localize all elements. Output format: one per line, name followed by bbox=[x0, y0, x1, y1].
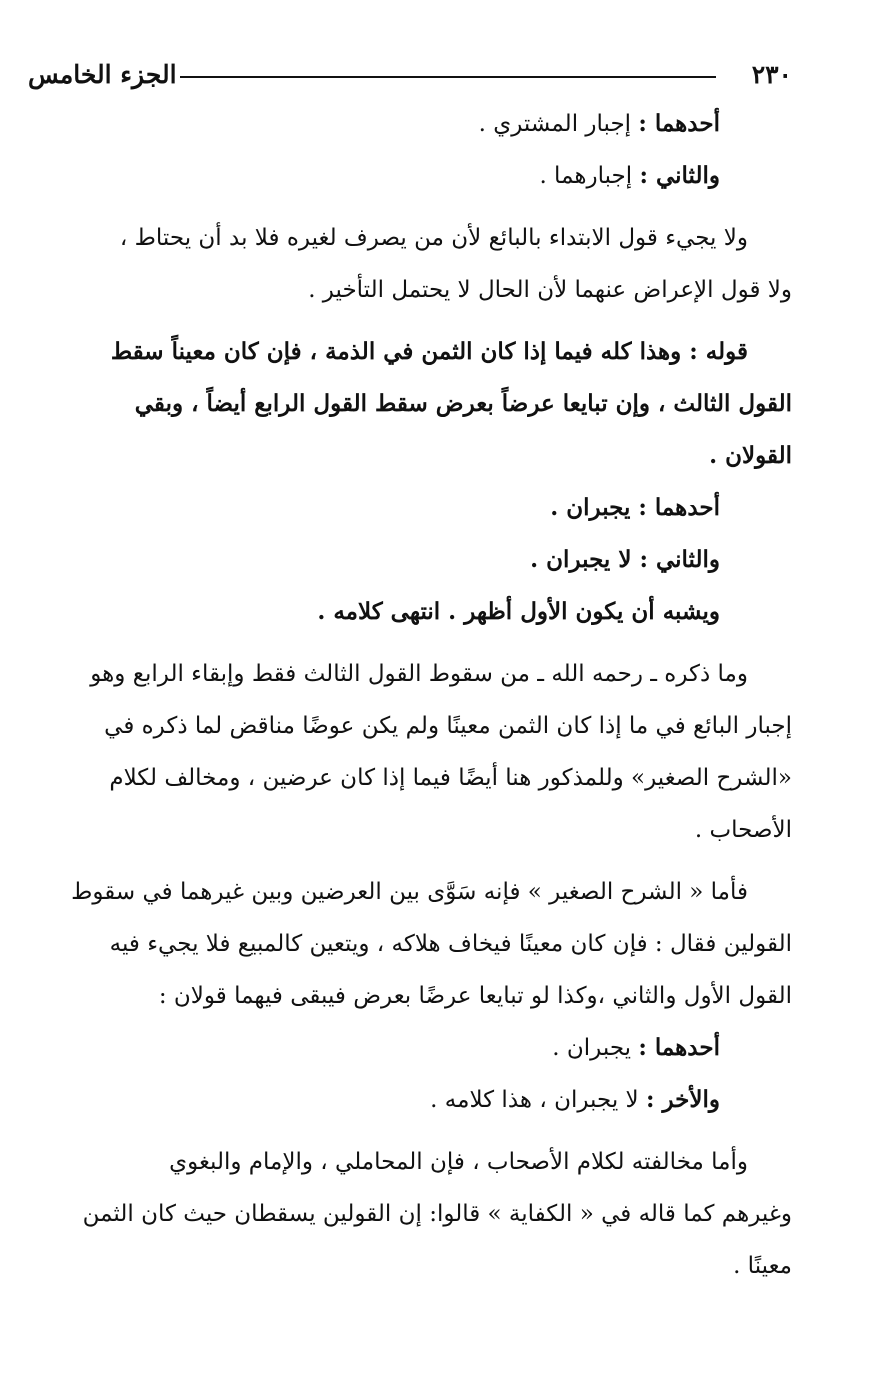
text-line: القول الثالث ، وإن تبايعا عرضاً بعرض سقط القول الرابع أيضاً ، وبقي bbox=[134, 390, 792, 417]
text-line: فأما « الشرح الصغير » فإنه سَوَّى بين العرضين وبين غيرهما في سقوط bbox=[71, 879, 748, 905]
text-line: القولان . bbox=[709, 442, 792, 469]
text-line: والثاني : لا يجبران . bbox=[530, 546, 720, 573]
header-rule bbox=[180, 76, 716, 78]
page-number: ٢٣٠ bbox=[751, 60, 792, 89]
page bbox=[28, 52, 792, 1292]
text-line: أحدهما : إجبار المشتري . bbox=[478, 110, 720, 137]
text-line: إجبار البائع في ما إذا كان الثمن معينًا ولم يكن عوضًا مناقض لما ذكره في bbox=[104, 713, 792, 739]
running-title: الجزء الخامس bbox=[28, 60, 177, 89]
line-label: والثاني : bbox=[639, 162, 720, 189]
text-line: قوله : وهذا كله فيما إذا كان الثمن في الذمة ، فإن كان معيناً سقط bbox=[110, 338, 748, 365]
text-line: ولا يجيء قول الابتداء بالبائع لأن من يصرف لغيره فلا بد أن يحتاط ، bbox=[119, 225, 748, 251]
page-header bbox=[28, 52, 792, 98]
line-label: أحدهما : bbox=[638, 110, 720, 137]
text-line: وأما مخالفته لكلام الأصحاب ، فإن المحاملي ، والإمام والبغوي bbox=[169, 1149, 748, 1175]
text-line: «الشرح الصغير» وللمذكور هنا أيضًا فيما إذا كان عرضين ، ومخالف لكلام bbox=[109, 765, 792, 791]
text-line: والأخر : لا يجبران ، هذا كلامه . bbox=[430, 1086, 720, 1113]
line-label: والأخر : bbox=[645, 1086, 720, 1113]
text-line: معينًا . bbox=[733, 1253, 792, 1279]
text-line: القولين فقال : فإن كان معينًا فيخاف هلاكه ، ويتعين كالمبيع فلا يجيء فيه bbox=[109, 931, 792, 957]
line-label: أحدهما : bbox=[638, 1034, 720, 1061]
text-line: ويشبه أن يكون الأول أظهر . انتهى كلامه . bbox=[317, 598, 720, 625]
text-line: ولا قول الإعراض عنهما لأن الحال لا يحتمل التأخير . bbox=[308, 277, 792, 303]
text-line: القول الأول والثاني ،وكذا لو تبايعا عرضًا بعرض فيبقى فيهما قولان : bbox=[158, 983, 792, 1009]
text-line: وغيرهم كما قاله في « الكفاية » قالوا: إن القولين يسقطان حيث كان الثمن bbox=[82, 1201, 792, 1227]
text-line: والثاني : إجبارهما . bbox=[539, 162, 720, 189]
text-line: أحدهما : يجبران . bbox=[552, 1034, 720, 1061]
text-line: وما ذكره ـ رحمه الله ـ من سقوط القول الثالث فقط وإبقاء الرابع وهو bbox=[90, 661, 748, 687]
text-line: أحدهما : يجبران . bbox=[550, 494, 720, 521]
text-line: الأصحاب . bbox=[694, 817, 792, 843]
